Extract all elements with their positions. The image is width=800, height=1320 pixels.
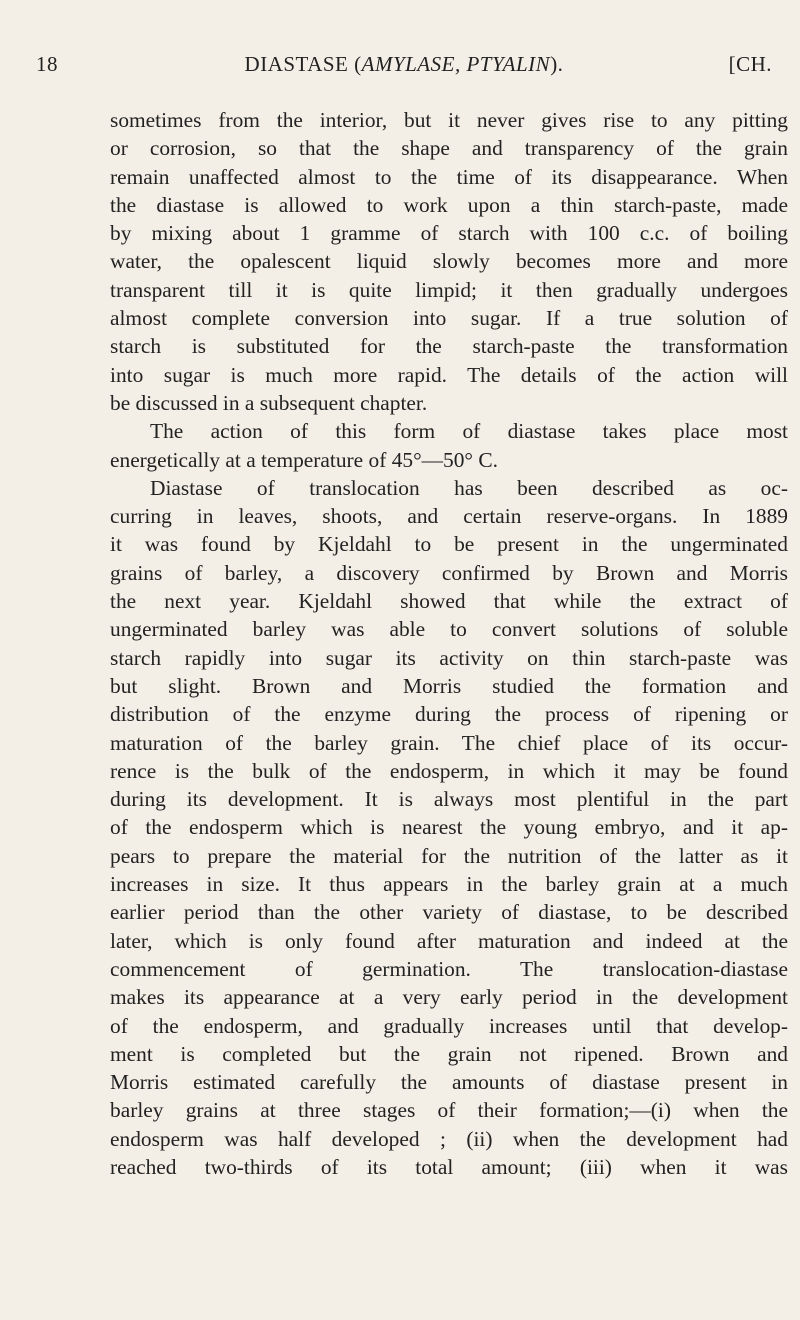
text-line: or corrosion, so that the shape and transparency of the grain [110,136,788,161]
text-line: barley grains at three stages of their formation;—(i) when the [110,1098,788,1123]
text-line: almost complete conversion into sugar. If a true solution of [110,306,788,331]
text-line: during its development. It is always most plentiful in the part [110,787,788,812]
text-line: sometimes from the interior, but it never gives rise to any pitting [110,108,788,132]
text-line: energetically at a temperature of 45°—50° C. [110,447,498,472]
text-line: Morris estimated carefully the amounts of diastase present in [110,1070,788,1095]
text-line: rence is the bulk of the endosperm, in which it may be found [110,758,788,783]
text-line: pears to prepare the material for the nutrition of the latter as it [110,843,788,868]
running-title-italic: AMYLASE, PTYALIN [361,52,551,76]
text-line: starch rapidly into sugar its activity on thin starch-paste was [110,645,788,670]
text-line: starch is substituted for the starch-paste the transformation [110,334,788,359]
text-line: earlier period than the other variety of diastase, to be described [110,900,788,925]
text-line: curring in leaves, shoots, and certain reserve-organs. In 1889 [110,504,788,529]
text-line: transparent till it is quite limpid; it then gradually undergoes [110,277,788,302]
text-line: later, which is only found after maturation and indeed at the [110,928,788,953]
page-number: 18 [36,52,58,76]
text-line: ungerminated barley was able to convert solutions of soluble [110,617,788,642]
running-head [36,52,772,82]
text-line: endosperm was half developed ; (ii) when the development had [110,1126,788,1151]
text-line: grains of barley, a discovery confirmed by Brown and Morris [110,560,788,585]
text-line: of the endosperm which is nearest the young embryo, and it ap- [110,815,788,840]
body-text [110,106,788,1181]
text-line: it was found by Kjeldahl to be present in the ungerminated [110,532,788,557]
text-line: of the endosperm, and gradually increases until that develop- [110,1013,788,1038]
chapter-marker: [CH. [728,52,772,76]
text-line: increases in size. It thus appears in the barley grain at a much [110,872,788,897]
text-line: by mixing about 1 gramme of starch with 100 c.c. of boiling [110,221,788,246]
running-title-plain: DIASTASE ( [244,52,362,76]
text-line: but slight. Brown and Morris studied the formation and [110,673,788,698]
text-line: into sugar is much more rapid. The details of the action will [110,362,788,387]
text-line: The action of this form of diastase takes place most [150,419,788,444]
running-title-close: ). [550,52,564,76]
text-line: remain unaffected almost to the time of its disappearance. When [110,164,788,189]
text-line: be discussed in a subsequent chapter. [110,390,428,415]
text-line: Diastase of translocation has been described as oc- [150,475,788,500]
text-line: the next year. Kjeldahl showed that while the extract of [110,589,788,614]
text-line: ment is completed but the grain not ripened. Brown and [110,1041,788,1066]
text-line: water, the opalescent liquid slowly becomes more and more [110,249,788,274]
text-line: distribution of the enzyme during the process of ripening or [110,702,788,727]
text-line: makes its appearance at a very early period in the development [110,985,788,1010]
text-line: commencement of germination. The translocation-diastase [110,956,788,981]
text-line: the diastase is allowed to work upon a thin starch-paste, made [110,192,788,217]
running-title [36,52,772,77]
text-line: reached two-thirds of its total amount; (iii) when it was [110,1154,788,1179]
text-line: maturation of the barley grain. The chief place of its occur- [110,730,788,755]
